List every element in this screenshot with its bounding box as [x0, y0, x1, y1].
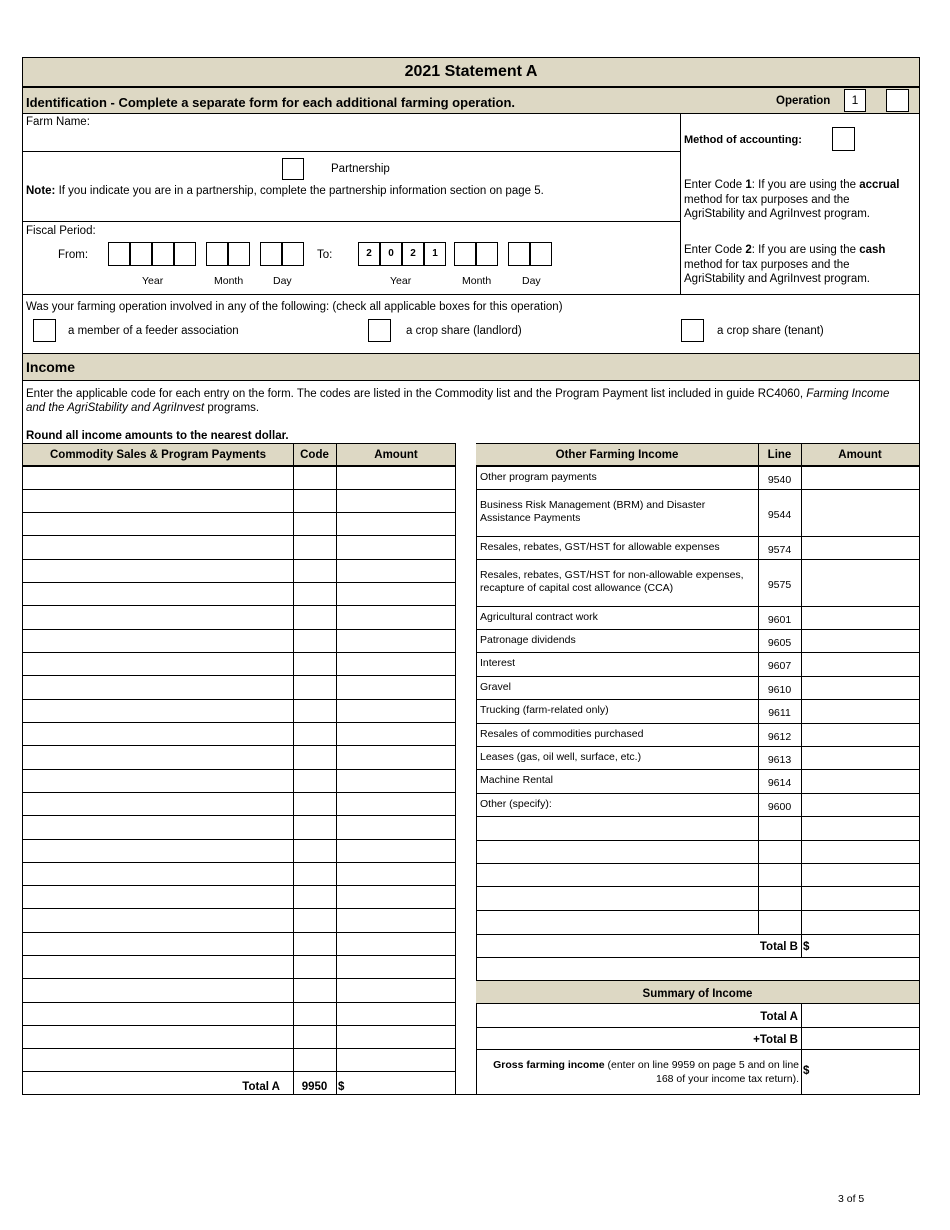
- partnership-label: Partnership: [331, 163, 390, 175]
- other-specify-row[interactable]: [476, 886, 919, 887]
- other-income-row-line: 9544: [767, 508, 792, 521]
- operation-extra-box[interactable]: [886, 89, 909, 112]
- other-income-row-label: Interest: [480, 657, 516, 669]
- crop-share-tenant-checkbox[interactable]: [681, 319, 704, 342]
- other-specify-row[interactable]: [476, 816, 919, 817]
- to-year-digit-1: 2: [358, 242, 380, 266]
- fiscal-period-label: Fiscal Period:: [26, 225, 96, 237]
- other-income-row-line: 9611: [768, 707, 791, 719]
- to-year-digit-3: 2: [402, 242, 424, 266]
- left-table-row[interactable]: [23, 862, 456, 863]
- summary-total-a: Total A: [760, 1011, 798, 1023]
- left-table-row[interactable]: [23, 978, 456, 979]
- other-income-row-label: Machine Rental: [480, 774, 553, 786]
- other-specify-row[interactable]: [476, 910, 919, 911]
- other-income-row-line: 9612: [767, 730, 792, 743]
- from-month-caption: Month: [214, 275, 244, 287]
- income-instructions: Enter the applicable code for each entry on the form. The codes are listed in the Commodity list and the Program Payment list included in guide RC4060, Farming Income: [26, 388, 890, 400]
- crop-share-tenant-label: a crop share (tenant): [717, 325, 824, 337]
- other-specify-row[interactable]: [476, 840, 919, 841]
- other-income-row-amount[interactable]: [802, 794, 918, 816]
- right-amount-header: Amount: [838, 449, 882, 461]
- left-table-row[interactable]: [23, 1002, 456, 1003]
- left-table-row[interactable]: [23, 908, 456, 909]
- summary-total-b: +Total B: [753, 1034, 798, 1046]
- left-table-row[interactable]: [23, 559, 456, 560]
- total-b-dollar: $: [803, 941, 810, 953]
- crop-share-landlord-label: a crop share (landlord): [406, 325, 522, 337]
- partnership-note: Note: If you indicate you are in a partnership, complete the partnership information section on page 5.: [26, 185, 544, 197]
- other-income-row-line: 9614: [767, 777, 792, 789]
- to-year-digit-4: 1: [424, 242, 446, 266]
- other-income-row-amount[interactable]: [802, 747, 918, 769]
- feeder-association-checkbox[interactable]: [33, 319, 56, 342]
- code-header: Code: [300, 449, 329, 461]
- from-day-caption: Day: [273, 275, 292, 287]
- other-income-row-amount[interactable]: [802, 653, 918, 676]
- from-year-caption: Year: [142, 275, 164, 287]
- code1-instructions: Enter Code 1: If you are using the accrual method for tax purposes and the AgriStability and AgriInvest program.: [684, 179, 900, 220]
- other-income-row-label: Other program payments: [480, 471, 597, 483]
- other-income-row-amount[interactable]: [802, 677, 918, 699]
- to-year-caption: Year: [390, 275, 412, 287]
- left-table-row[interactable]: [23, 1025, 456, 1026]
- other-income-row-line: 9574: [767, 543, 792, 556]
- other-income-row-line: 9600: [767, 800, 792, 813]
- other-income-row-label: Resales, rebates, GST/HST for allowable expenses: [480, 541, 720, 553]
- other-income-header: Other Farming Income: [555, 449, 679, 461]
- crop-share-landlord-checkbox[interactable]: [368, 319, 391, 342]
- summary-heading: Summary of Income: [642, 988, 753, 1000]
- commodity-header: Commodity Sales & Program Payments: [49, 449, 266, 461]
- identification-heading: Identification - Complete a separate form for each additional farming operation.: [26, 95, 516, 110]
- to-month-caption: Month: [462, 275, 492, 287]
- other-income-row-amount[interactable]: [802, 490, 918, 536]
- left-table-row[interactable]: [23, 512, 456, 513]
- partnership-checkbox[interactable]: [282, 158, 304, 180]
- other-income-row-line: 9601: [767, 613, 792, 626]
- other-income-row-line: 9605: [767, 636, 792, 649]
- income-band: [23, 354, 919, 381]
- other-income-row-amount[interactable]: [802, 700, 918, 723]
- page-number: 3 of 5: [838, 1193, 865, 1205]
- income-heading: Income: [26, 359, 76, 375]
- left-table-row[interactable]: [23, 629, 456, 630]
- gross-farming-income-text: Gross farming income (enter on line 9959 on page 5 and on line 168 of your income tax return).: [493, 1059, 799, 1085]
- other-income-row-amount[interactable]: [802, 770, 918, 793]
- other-income-row-label: Agricultural contract work: [480, 611, 598, 623]
- other-income-row-amount[interactable]: [802, 607, 918, 629]
- left-table-row[interactable]: [23, 699, 456, 700]
- from-label: From:: [58, 249, 89, 261]
- to-year-digit-2: 0: [380, 242, 402, 266]
- left-table-row[interactable]: [23, 745, 456, 746]
- other-income-row-amount[interactable]: [802, 630, 918, 652]
- operation-number-box[interactable]: [844, 89, 866, 112]
- left-table-row: [23, 1071, 456, 1072]
- left-table-row[interactable]: [23, 535, 456, 536]
- involved-question: Was your farming operation involved in any of the following: (check all applicable boxes for this operation): [26, 301, 563, 313]
- left-table-row[interactable]: [23, 1048, 456, 1049]
- total-a-dollar: $: [338, 1081, 345, 1093]
- to-label: To:: [317, 249, 333, 261]
- left-table-row[interactable]: [23, 769, 456, 770]
- left-table-row[interactable]: [23, 792, 456, 793]
- left-table-row[interactable]: [23, 466, 456, 467]
- left-table-row[interactable]: [23, 815, 456, 816]
- total-a-label: Total A: [242, 1081, 280, 1093]
- other-income-row-line: 9610: [767, 683, 792, 696]
- other-specify-row[interactable]: [476, 863, 919, 864]
- method-of-accounting-label: Method of accounting:: [684, 134, 802, 146]
- feeder-association-label: a member of a feeder association: [68, 325, 239, 337]
- other-income-row-line: 9540: [767, 473, 792, 486]
- other-income-row-line: 9575: [767, 578, 792, 591]
- left-table-row[interactable]: [23, 605, 456, 606]
- left-table-row[interactable]: [23, 885, 456, 886]
- other-income-row-label: Business Risk Management (BRM) and Disaster Assistance Payments: [480, 499, 706, 524]
- other-income-row-amount[interactable]: [802, 537, 918, 559]
- line-header: Line: [767, 449, 792, 461]
- amount-header: Amount: [374, 449, 418, 461]
- other-income-row-label: Patronage dividends: [480, 634, 576, 646]
- other-income-row-label: Leases (gas, oil well, surface, etc.): [480, 751, 642, 763]
- page-title: 2021 Statement A: [404, 63, 538, 80]
- left-table-row[interactable]: [23, 675, 456, 676]
- other-income-row-line: 9613: [767, 753, 792, 766]
- farm-name-label: Farm Name:: [26, 116, 90, 128]
- round-note: Round all income amounts to the nearest dollar.: [26, 430, 289, 442]
- other-income-row-label: Other (specify):: [480, 798, 552, 810]
- code2-instructions: Enter Code 2: If you are using the cash method for tax purposes and the AgriStability and AgriInvest program.: [684, 244, 886, 285]
- left-table-row[interactable]: [23, 582, 456, 583]
- other-income-row-label: Resales, rebates, GST/HST for non-allowable expenses, recapture of capital cost allowance (CCA): [480, 569, 744, 594]
- to-day-caption: Day: [522, 275, 541, 287]
- total-b-label: Total B: [759, 941, 798, 953]
- left-table-row[interactable]: [23, 722, 456, 723]
- other-income-row-amount[interactable]: [802, 560, 918, 606]
- total-a-code: 9950: [301, 1081, 328, 1093]
- income-instructions-line2: and the AgriStability and AgriInvest programs.: [26, 402, 260, 414]
- other-income-row-label: Gravel: [480, 681, 511, 693]
- left-table-row[interactable]: [23, 652, 456, 653]
- left-table-row[interactable]: [23, 489, 456, 490]
- gross-farming-income-dollar: $: [803, 1065, 810, 1077]
- method-of-accounting-box[interactable]: [832, 127, 855, 151]
- other-income-row-line: 9607: [767, 660, 792, 672]
- left-table-row[interactable]: [23, 932, 456, 933]
- other-income-row-amount[interactable]: [802, 467, 918, 489]
- left-table-row[interactable]: [23, 839, 456, 840]
- operation-label: Operation: [776, 95, 831, 107]
- other-income-row-amount[interactable]: [802, 724, 918, 746]
- left-table-row[interactable]: [23, 955, 456, 956]
- other-income-row-label: Trucking (farm-related only): [480, 704, 609, 716]
- operation-number: 1: [851, 93, 859, 107]
- other-income-row-label: Resales of commodities purchased: [480, 728, 644, 740]
